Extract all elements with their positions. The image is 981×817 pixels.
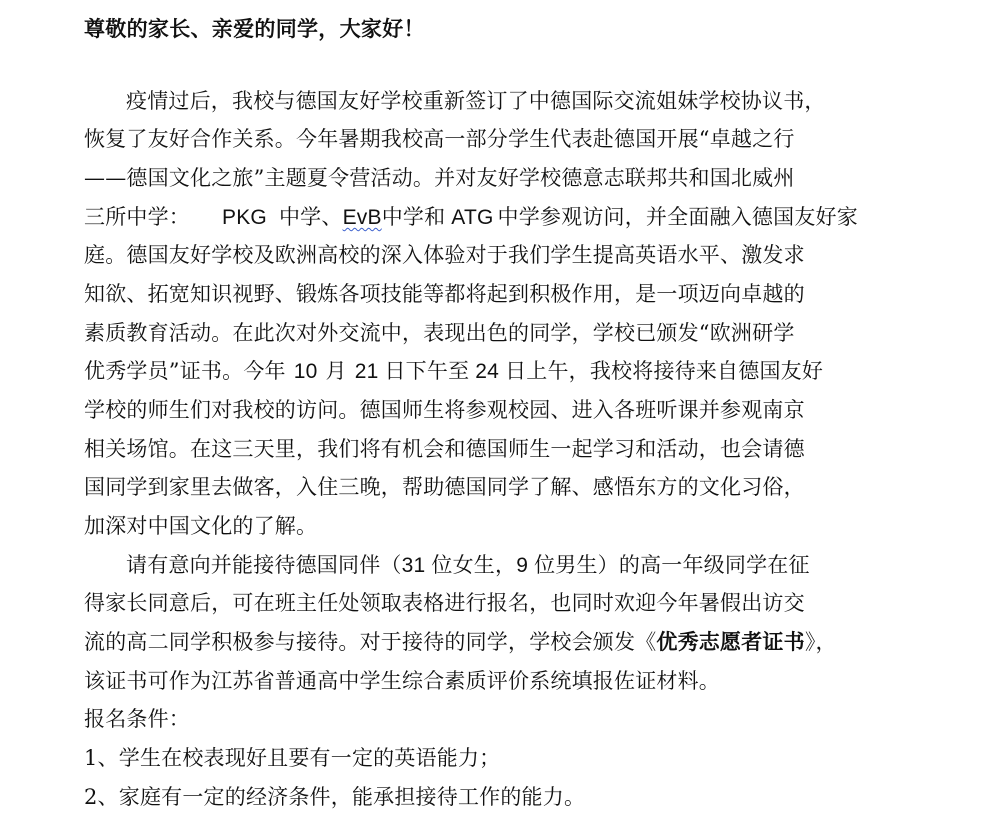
text-run: 中学、 [278, 205, 343, 229]
school-name-atg: ATG [451, 206, 494, 229]
text-run: 位女生， [431, 553, 517, 577]
letter-greeting: 尊敬的家长、亲爱的同学，大家好！ [84, 16, 425, 41]
text-run: 请有意向并能接待德国同伴（ [126, 553, 402, 577]
school-name-pkg: PKG [222, 206, 267, 229]
certificate-name: 优秀志愿者证书 [656, 629, 805, 654]
paragraph-1-line-2: 恢复了友好合作关系。今年暑期我校高一部分学生代表赴德国开展“卓越之行 [84, 127, 795, 151]
paragraph-1-line-10: 相关场馆。在这三天里，我们将有机会和德国师生一起学习和活动，也会请德 [84, 437, 805, 461]
paragraph-1-line-1: 疫情过后，我校与德国友好学校重新签订了中德国际交流姐妹学校协议书， [126, 89, 826, 113]
requirement-item-1: 1、学生在校表现好且要有一定的英语能力； [84, 746, 501, 770]
text-run: 中学和 [381, 205, 446, 229]
text-run: 》， [804, 630, 837, 654]
text-run: 三所中学： [84, 205, 190, 229]
paragraph-2-line-3 [84, 623, 837, 662]
paragraph-1-line-7: 素质教育活动。在此次对外交流中，表现出色的同学，学校已颁发“欧洲研学 [84, 321, 795, 345]
girls-count: 31 [401, 554, 426, 577]
paragraph-1-line-6: 知欲、拓宽知识视野、锻炼各项技能等都将起到积极作用，是一项迈向卓越的 [84, 282, 805, 306]
paragraph-1-line-12: 加深对中国文化的了解。 [84, 514, 318, 538]
visit-month: 10 [293, 360, 318, 383]
text-run: 月 [325, 359, 347, 383]
visit-end-day: 24 [475, 360, 500, 383]
paragraph-1-line-11: 国同学到家里去做客，入住三晚，帮助德国同学了解、感悟东方的文化习俗， [84, 475, 805, 499]
paragraph-1-line-9: 学校的师生们对我校的访问。德国师生将参观校园、进入各班听课并参观南京 [84, 398, 805, 422]
school-name-evb: EvB [342, 206, 382, 229]
text-run: 优秀学员”证书。今年 [84, 359, 286, 383]
paragraph-1-line-4 [84, 198, 858, 238]
text-run: 中学参观访问，并全面融入德国友好家 [497, 205, 858, 229]
visit-start-day: 21 [354, 360, 379, 383]
paragraph-2-line-1 [126, 546, 810, 586]
paragraph-1-line-5: 庭。德国友好学校及欧洲高校的深入体验对于我们学生提高英语水平、激发求 [84, 243, 805, 267]
text-run: 日上午，我校将接待来自德国友好 [505, 359, 824, 383]
text-run: 日下午至 [384, 359, 470, 383]
paragraph-1-line-3: ——德国文化之旅”主题夏令营活动。并对友好学校德意志联邦共和国北威州 [84, 166, 795, 190]
text-run: 流的高二同学积极参与接待。对于接待的同学，学校会颁发《 [84, 630, 657, 654]
requirements-heading: 报名条件： [84, 707, 190, 731]
text-run: 位男生）的高一年级同学在征 [534, 553, 810, 577]
paragraph-2-line-2: 得家长同意后，可在班主任处领取表格进行报名，也同时欢迎今年暑假出访交 [84, 591, 805, 615]
paragraph-1-line-8 [84, 352, 823, 392]
boys-count: 9 [516, 554, 529, 577]
paragraph-2-line-4: 该证书可作为江苏省普通高中学生综合素质评价系统填报佐证材料。 [84, 669, 720, 693]
requirement-item-2: 2、家庭有一定的经济条件，能承担接待工作的能力。 [84, 785, 586, 809]
